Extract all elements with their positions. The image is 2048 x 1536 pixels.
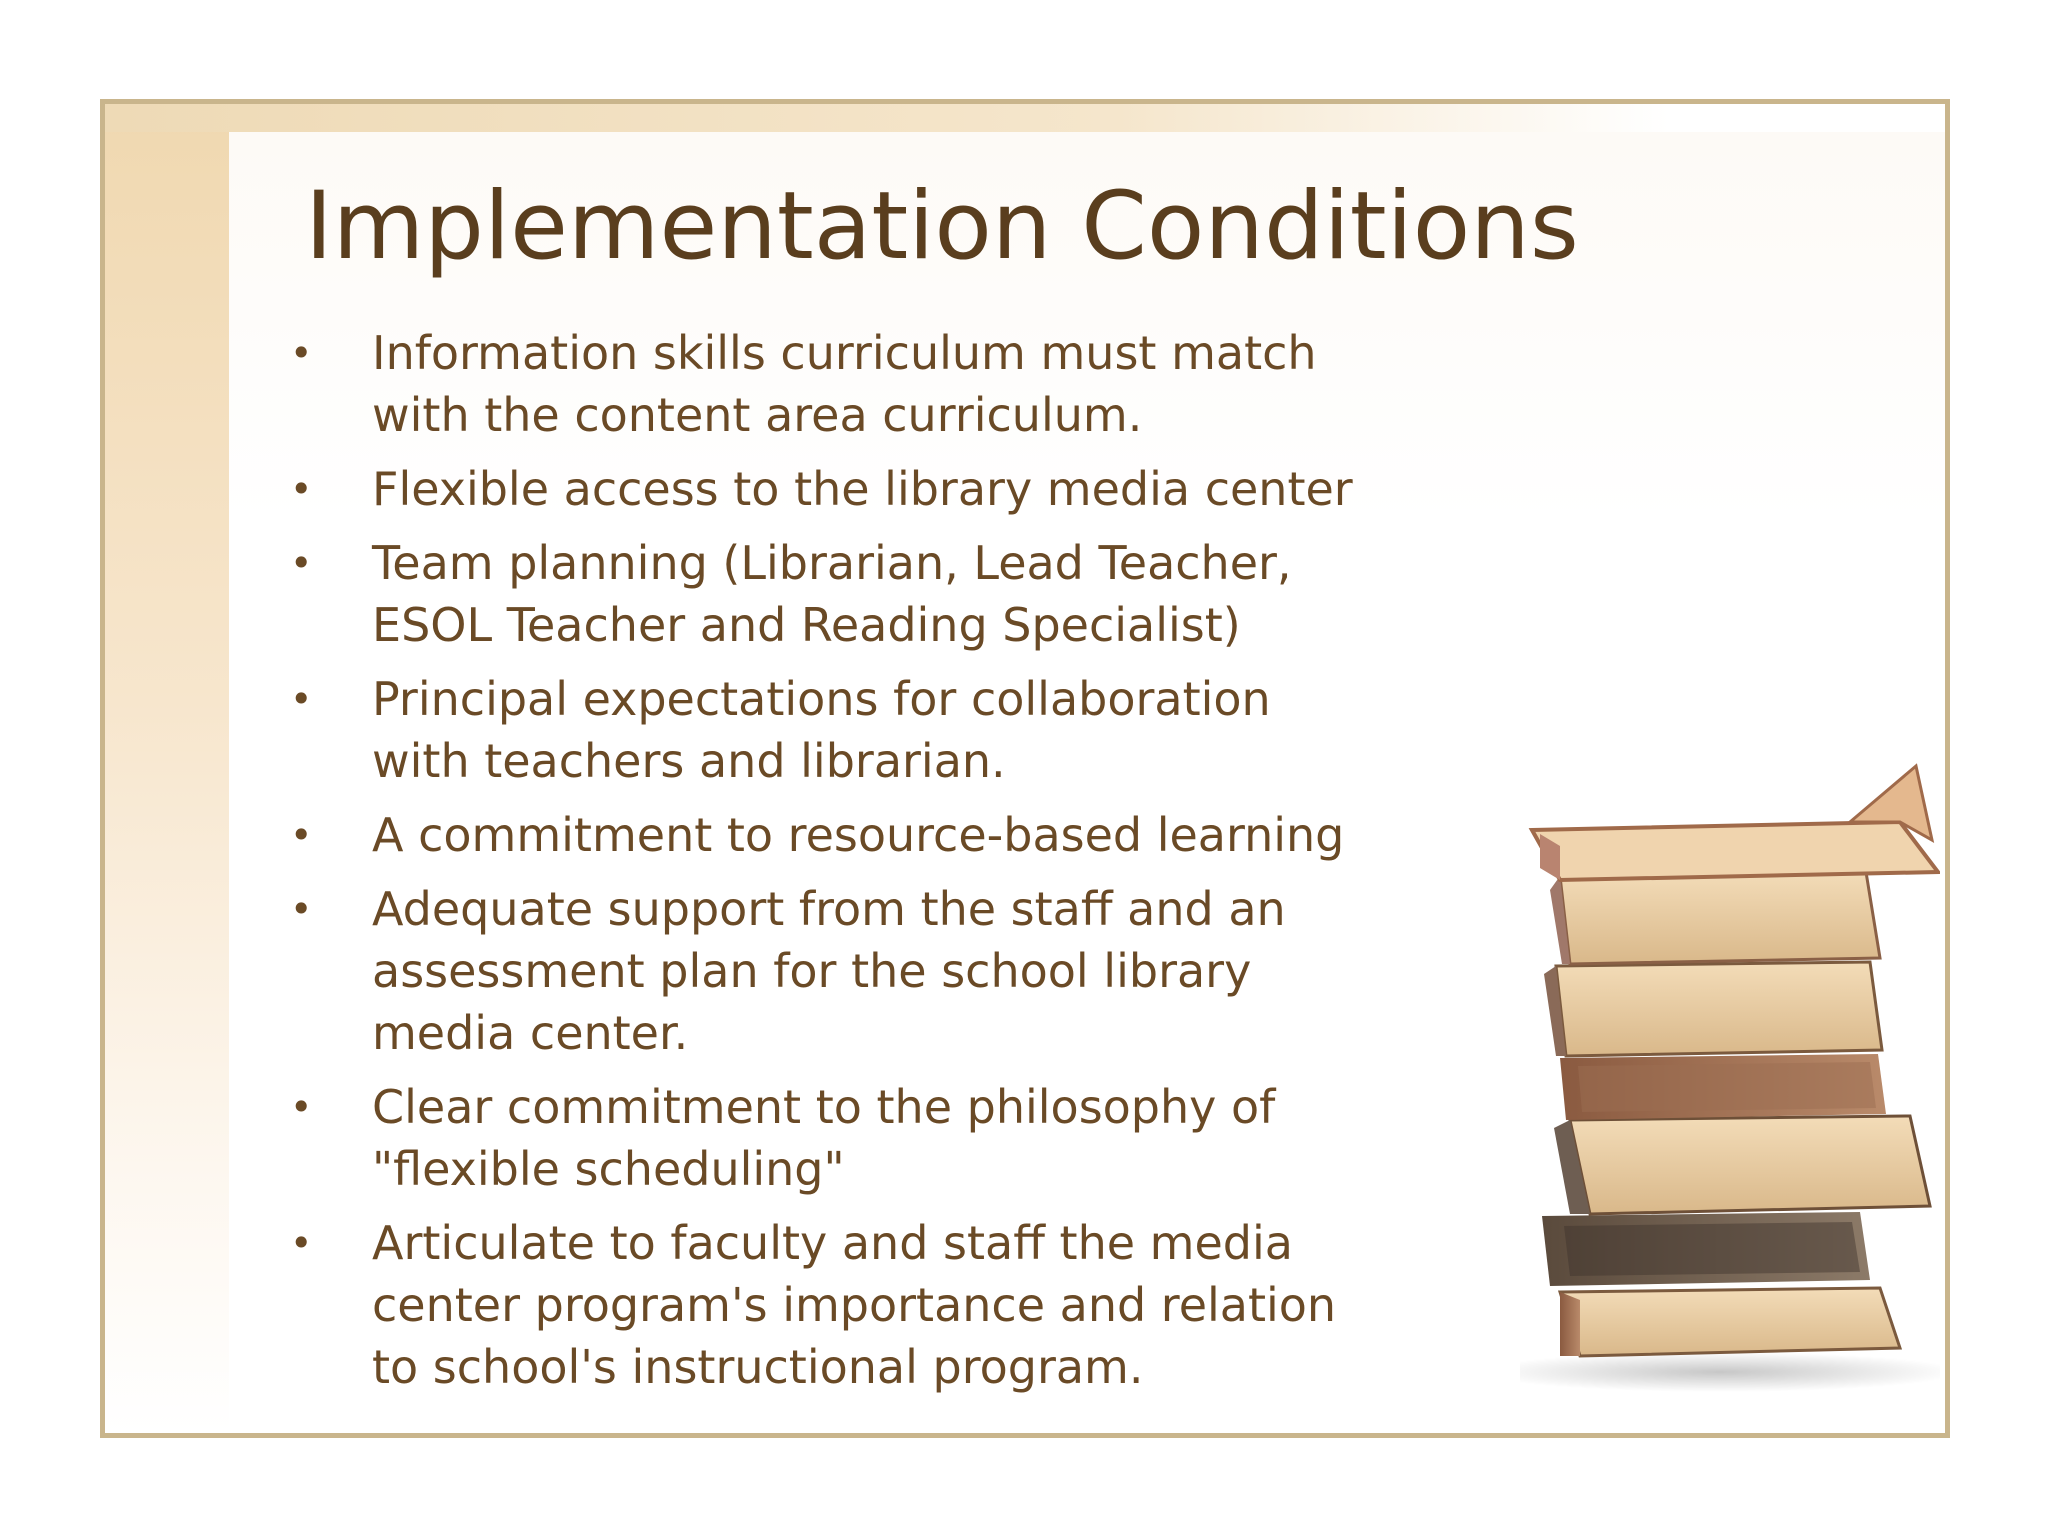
bullet-list xyxy=(290,322,1460,1410)
bullet-text: Team planning (Librarian, Lead Teacher, ESOL Teacher and Reading Specialist) xyxy=(372,536,1292,652)
bullet-marker: • xyxy=(290,813,313,857)
bullet-item xyxy=(290,322,1460,446)
bullet-text: A commitment to resource-based learning xyxy=(372,808,1345,862)
frame-top-band xyxy=(105,104,1945,132)
bullet-text: Adequate support from the staff and an assessment plan for the school library media center. xyxy=(372,882,1286,1060)
bullet-marker: • xyxy=(290,467,313,511)
bullet-text: Principal expectations for collaboration with teachers and librarian. xyxy=(372,672,1271,788)
bullet-text: Clear commitment to the philosophy of "flexible scheduling" xyxy=(372,1080,1276,1196)
bullet-marker: • xyxy=(290,1221,313,1265)
bullet-marker: • xyxy=(290,331,313,375)
bullet-marker: • xyxy=(290,541,313,585)
bullet-marker: • xyxy=(290,1085,313,1129)
bullet-item xyxy=(290,532,1460,656)
bullet-item xyxy=(290,458,1460,520)
slide-title: Implementation Conditions xyxy=(305,172,1579,281)
stack-of-books-icon xyxy=(1520,760,1940,1400)
bullet-item xyxy=(290,878,1460,1064)
bullet-text: Articulate to faculty and staff the media center program's importance and relation to school's instructional program. xyxy=(372,1216,1337,1394)
bullet-item xyxy=(290,668,1460,792)
bullet-item xyxy=(290,804,1460,866)
bullet-item xyxy=(290,1212,1460,1398)
bullet-text: Information skills curriculum must match with the content area curriculum. xyxy=(372,326,1317,442)
bullet-marker: • xyxy=(290,677,313,721)
bullet-text: Flexible access to the library media center xyxy=(372,462,1353,516)
bullet-item xyxy=(290,1076,1460,1200)
bullet-marker: • xyxy=(290,887,313,931)
